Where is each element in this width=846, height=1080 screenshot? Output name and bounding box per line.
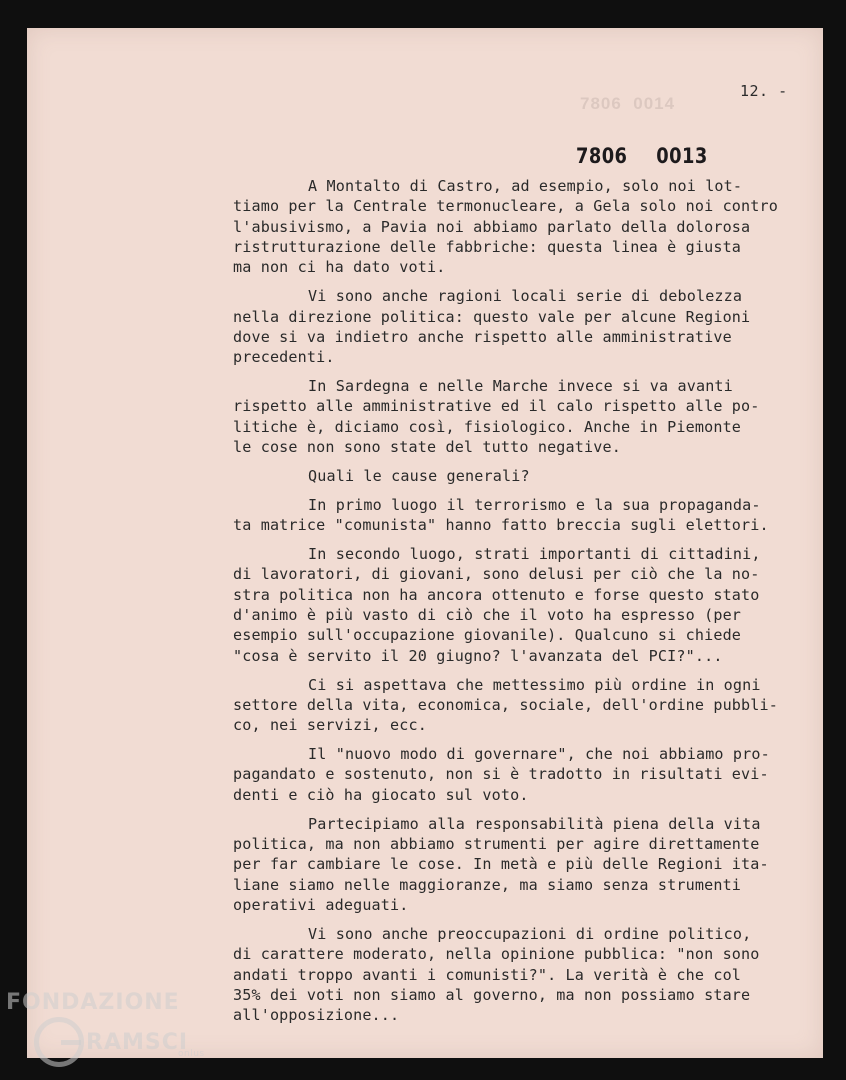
text-line: nella direzione politica: questo vale per alcune Regioni	[233, 307, 751, 326]
text-line: 35% dei voti non siamo al governo, ma non possiamo stare	[233, 985, 751, 1004]
text-line: In primo luogo il terrorismo e la sua propaganda-	[308, 495, 761, 514]
text-line: A Montalto di Castro, ad esempio, solo noi lot-	[308, 177, 743, 195]
text-line: "cosa è servito il 20 giugno? l'avanzata del PCI?"...	[233, 646, 723, 665]
text-line: ristrutturazione delle fabbriche: questa linea è giusta	[233, 238, 742, 257]
text-line: Il "nuovo modo di governare", che noi abbiamo pro-	[308, 745, 770, 764]
text-line: andati troppo avanti i comunisti?". La verità è che col	[233, 965, 742, 984]
text-line: ta matrice "comunista" hanno fatto breccia sugli elettori.	[233, 516, 769, 535]
paragraph	[233, 744, 823, 805]
paragraph	[233, 675, 823, 736]
watermark-line2-group	[34, 1017, 188, 1067]
archive-stamp-part2: 0013	[656, 144, 708, 168]
text-line: le cose non sono state del tutto negative.	[233, 438, 621, 457]
paragraph	[233, 544, 823, 666]
text-line: d'animo è più vasto di ciò che il voto ha espresso (per	[233, 606, 742, 625]
text-line: Vi sono anche preoccupazioni di ordine politico,	[308, 924, 752, 943]
text-line: litiche è, diciamo così, fisiologico. Anche in Piemonte	[233, 417, 742, 436]
archive-stamp-part1: 7806	[576, 144, 628, 168]
watermark-line2: RAMSCI	[86, 1029, 189, 1055]
text-line: liane siamo nelle maggioranze, ma siamo senza strumenti	[233, 875, 742, 894]
paragraph	[233, 286, 823, 367]
text-line: dove si va indietro anche rispetto alle amministrative	[233, 327, 732, 346]
paragraph	[233, 466, 823, 486]
text-line: co, nei servizi, ecc.	[233, 716, 427, 735]
paragraph	[233, 176, 823, 278]
paragraph	[233, 924, 823, 1026]
text-line: Quali le cause generali?	[308, 466, 530, 485]
text-line: politica, ma non abbiamo strumenti per agire direttamente	[233, 834, 760, 853]
text-line: di carattere moderato, nella opinione pubblica: "non sono	[233, 945, 760, 964]
text-line: pagandato e sostenuto, non si è tradotto in risultati evi-	[233, 765, 769, 784]
text-line: rispetto alle amministrative ed il calo rispetto alle po-	[233, 397, 760, 416]
paragraph	[233, 814, 823, 916]
paragraph	[233, 376, 823, 457]
watermark-sub: onlus	[178, 1049, 205, 1059]
page-number: 12. -	[740, 82, 788, 100]
archive-stamp	[576, 144, 708, 168]
gramsci-g-logo-icon	[34, 1017, 84, 1067]
document-page	[27, 28, 823, 1058]
text-line: esempio sull'occupazione giovanile). Qualcuno si chiede	[233, 626, 742, 645]
text-line: ma non ci ha dato voti.	[233, 258, 446, 277]
document-body	[233, 176, 823, 1034]
text-line: per far cambiare le cose. In metà e più delle Regioni ita-	[233, 855, 769, 874]
text-line: l'abusivismo, a Pavia noi abbiamo parlato della dolorosa	[233, 217, 751, 236]
faded-archive-stamp: 7806 0014	[580, 94, 676, 113]
text-line: In Sardegna e nelle Marche invece si va avanti	[308, 377, 733, 396]
text-line: di lavoratori, di giovani, sono delusi per ciò che la no-	[233, 565, 760, 584]
text-line: Ci si aspettava che mettessimo più ordine in ogni	[308, 675, 761, 694]
fondazione-gramsci-watermark	[6, 990, 205, 1059]
text-line: In secondo luogo, strati importanti di cittadini,	[308, 545, 761, 563]
watermark-line1: FONDAZIONE	[6, 990, 180, 1015]
text-line: stra politica non ha ancora ottenuto e forse questo stato	[233, 585, 760, 604]
text-line: tiamo per la Centrale termonucleare, a Gela solo noi contro	[233, 197, 778, 216]
text-line: denti e ciò ha giocato sul voto.	[233, 785, 529, 804]
text-line: operativi adeguati.	[233, 896, 409, 914]
paragraph	[233, 495, 823, 536]
text-line: settore della vita, economica, sociale, dell'ordine pubbli-	[233, 695, 778, 714]
text-line: all'opposizione...	[233, 1006, 400, 1025]
text-line: Vi sono anche ragioni locali serie di debolezza	[308, 287, 743, 306]
text-line: precedenti.	[233, 348, 335, 367]
text-line: Partecipiamo alla responsabilità piena della vita	[308, 814, 761, 833]
